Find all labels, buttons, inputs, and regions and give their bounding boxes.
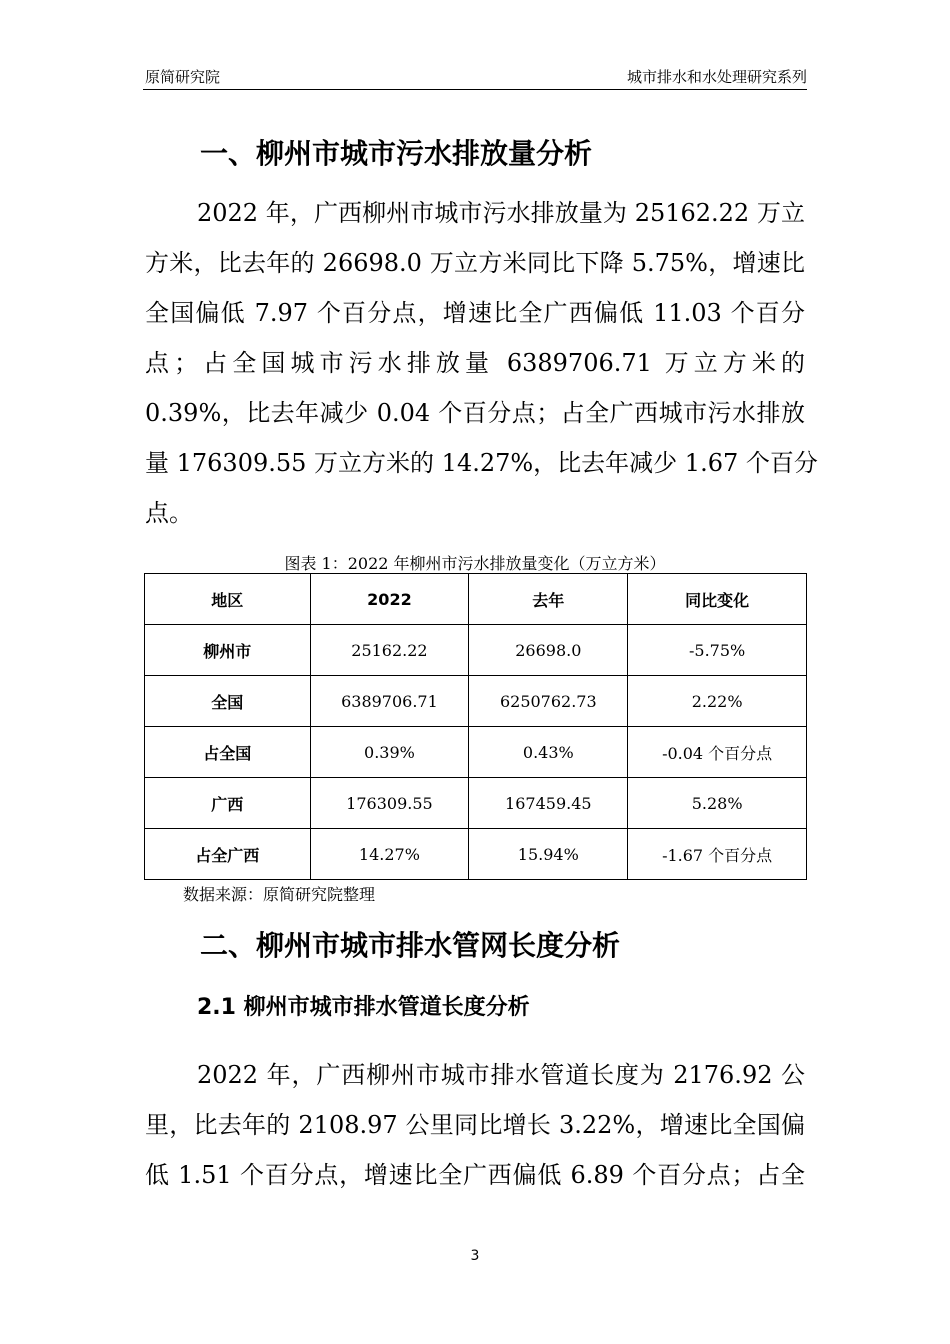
table-cell: 6389706.71 bbox=[310, 676, 469, 727]
row-header-cell: 柳州市 bbox=[145, 625, 311, 676]
table-cell: 2.22% bbox=[628, 676, 807, 727]
data-table bbox=[144, 573, 807, 880]
table-row bbox=[145, 829, 807, 880]
column-header: 同比变化 bbox=[628, 574, 807, 625]
data-source: 数据来源：原简研究院整理 bbox=[183, 885, 376, 904]
table-cell: 25162.22 bbox=[310, 625, 469, 676]
row-header-cell: 占全广西 bbox=[145, 829, 311, 880]
header-right: 城市排水和水处理研究系列 bbox=[626, 68, 807, 86]
section-2-title: 二、柳州市城市排水管网长度分析 bbox=[200, 929, 621, 962]
table-cell: 0.39% bbox=[310, 727, 469, 778]
table-caption: 图表 1：2022 年柳州市污水排放量变化（万立方米） bbox=[284, 554, 666, 573]
paragraph-line: 点。 bbox=[145, 499, 193, 527]
section-1-paragraph bbox=[145, 188, 818, 538]
paragraph-line: 全国偏低 7.97 个百分点，增速比全广西偏低 11.03 个百分 bbox=[145, 299, 805, 327]
paragraph-line: 里，比去年的 2108.97 公里同比增长 3.22%，增速比全国偏 bbox=[145, 1111, 805, 1139]
paragraph-line: 低 1.51 个百分点，增速比全广西偏低 6.89 个百分点；占全 bbox=[145, 1161, 805, 1189]
table-cell: 14.27% bbox=[310, 829, 469, 880]
header-divider bbox=[143, 89, 807, 90]
column-header: 2022 bbox=[310, 574, 469, 625]
section-2-paragraph bbox=[145, 1050, 805, 1200]
section-1-title: 一、柳州市城市污水排放量分析 bbox=[200, 137, 593, 170]
header-left: 原简研究院 bbox=[145, 68, 221, 86]
table-cell: -0.04 个百分点 bbox=[628, 727, 807, 778]
row-header-cell: 广西 bbox=[145, 778, 311, 829]
paragraph-line: 2022 年，广西柳州市城市排水管道长度为 2176.92 公 bbox=[197, 1061, 805, 1089]
table-cell: 6250762.73 bbox=[469, 676, 628, 727]
table-cell: 176309.55 bbox=[310, 778, 469, 829]
table-cell: -1.67 个百分点 bbox=[628, 829, 807, 880]
row-header-cell: 全国 bbox=[145, 676, 311, 727]
table-row bbox=[145, 778, 807, 829]
table-header-row bbox=[145, 574, 807, 625]
column-header: 地区 bbox=[145, 574, 311, 625]
paragraph-line: 点；占全国城市污水排放量 6389706.71 万立方米的 bbox=[145, 349, 805, 377]
page-number: 3 bbox=[470, 1248, 480, 1264]
table-cell: 5.28% bbox=[628, 778, 807, 829]
paragraph-line: 方米，比去年的 26698.0 万立方米同比下降 5.75%，增速比 bbox=[145, 249, 805, 277]
column-header: 去年 bbox=[469, 574, 628, 625]
paragraph-line: 2022 年，广西柳州市城市污水排放量为 25162.22 万立 bbox=[197, 199, 805, 227]
table-cell: 0.43% bbox=[469, 727, 628, 778]
paragraph-line: 量 176309.55 万立方米的 14.27%，比去年减少 1.67 个百分 bbox=[145, 449, 818, 477]
table-row bbox=[145, 625, 807, 676]
table-cell: 167459.45 bbox=[469, 778, 628, 829]
paragraph-line: 0.39%，比去年减少 0.04 个百分点；占全广西城市污水排放 bbox=[145, 399, 805, 427]
table-cell: 15.94% bbox=[469, 829, 628, 880]
section-2-subtitle: 2.1 柳州市城市排水管道长度分析 bbox=[197, 995, 530, 1020]
table-row bbox=[145, 676, 807, 727]
table-row bbox=[145, 727, 807, 778]
table-cell: 26698.0 bbox=[469, 625, 628, 676]
table-cell: -5.75% bbox=[628, 625, 807, 676]
row-header-cell: 占全国 bbox=[145, 727, 311, 778]
